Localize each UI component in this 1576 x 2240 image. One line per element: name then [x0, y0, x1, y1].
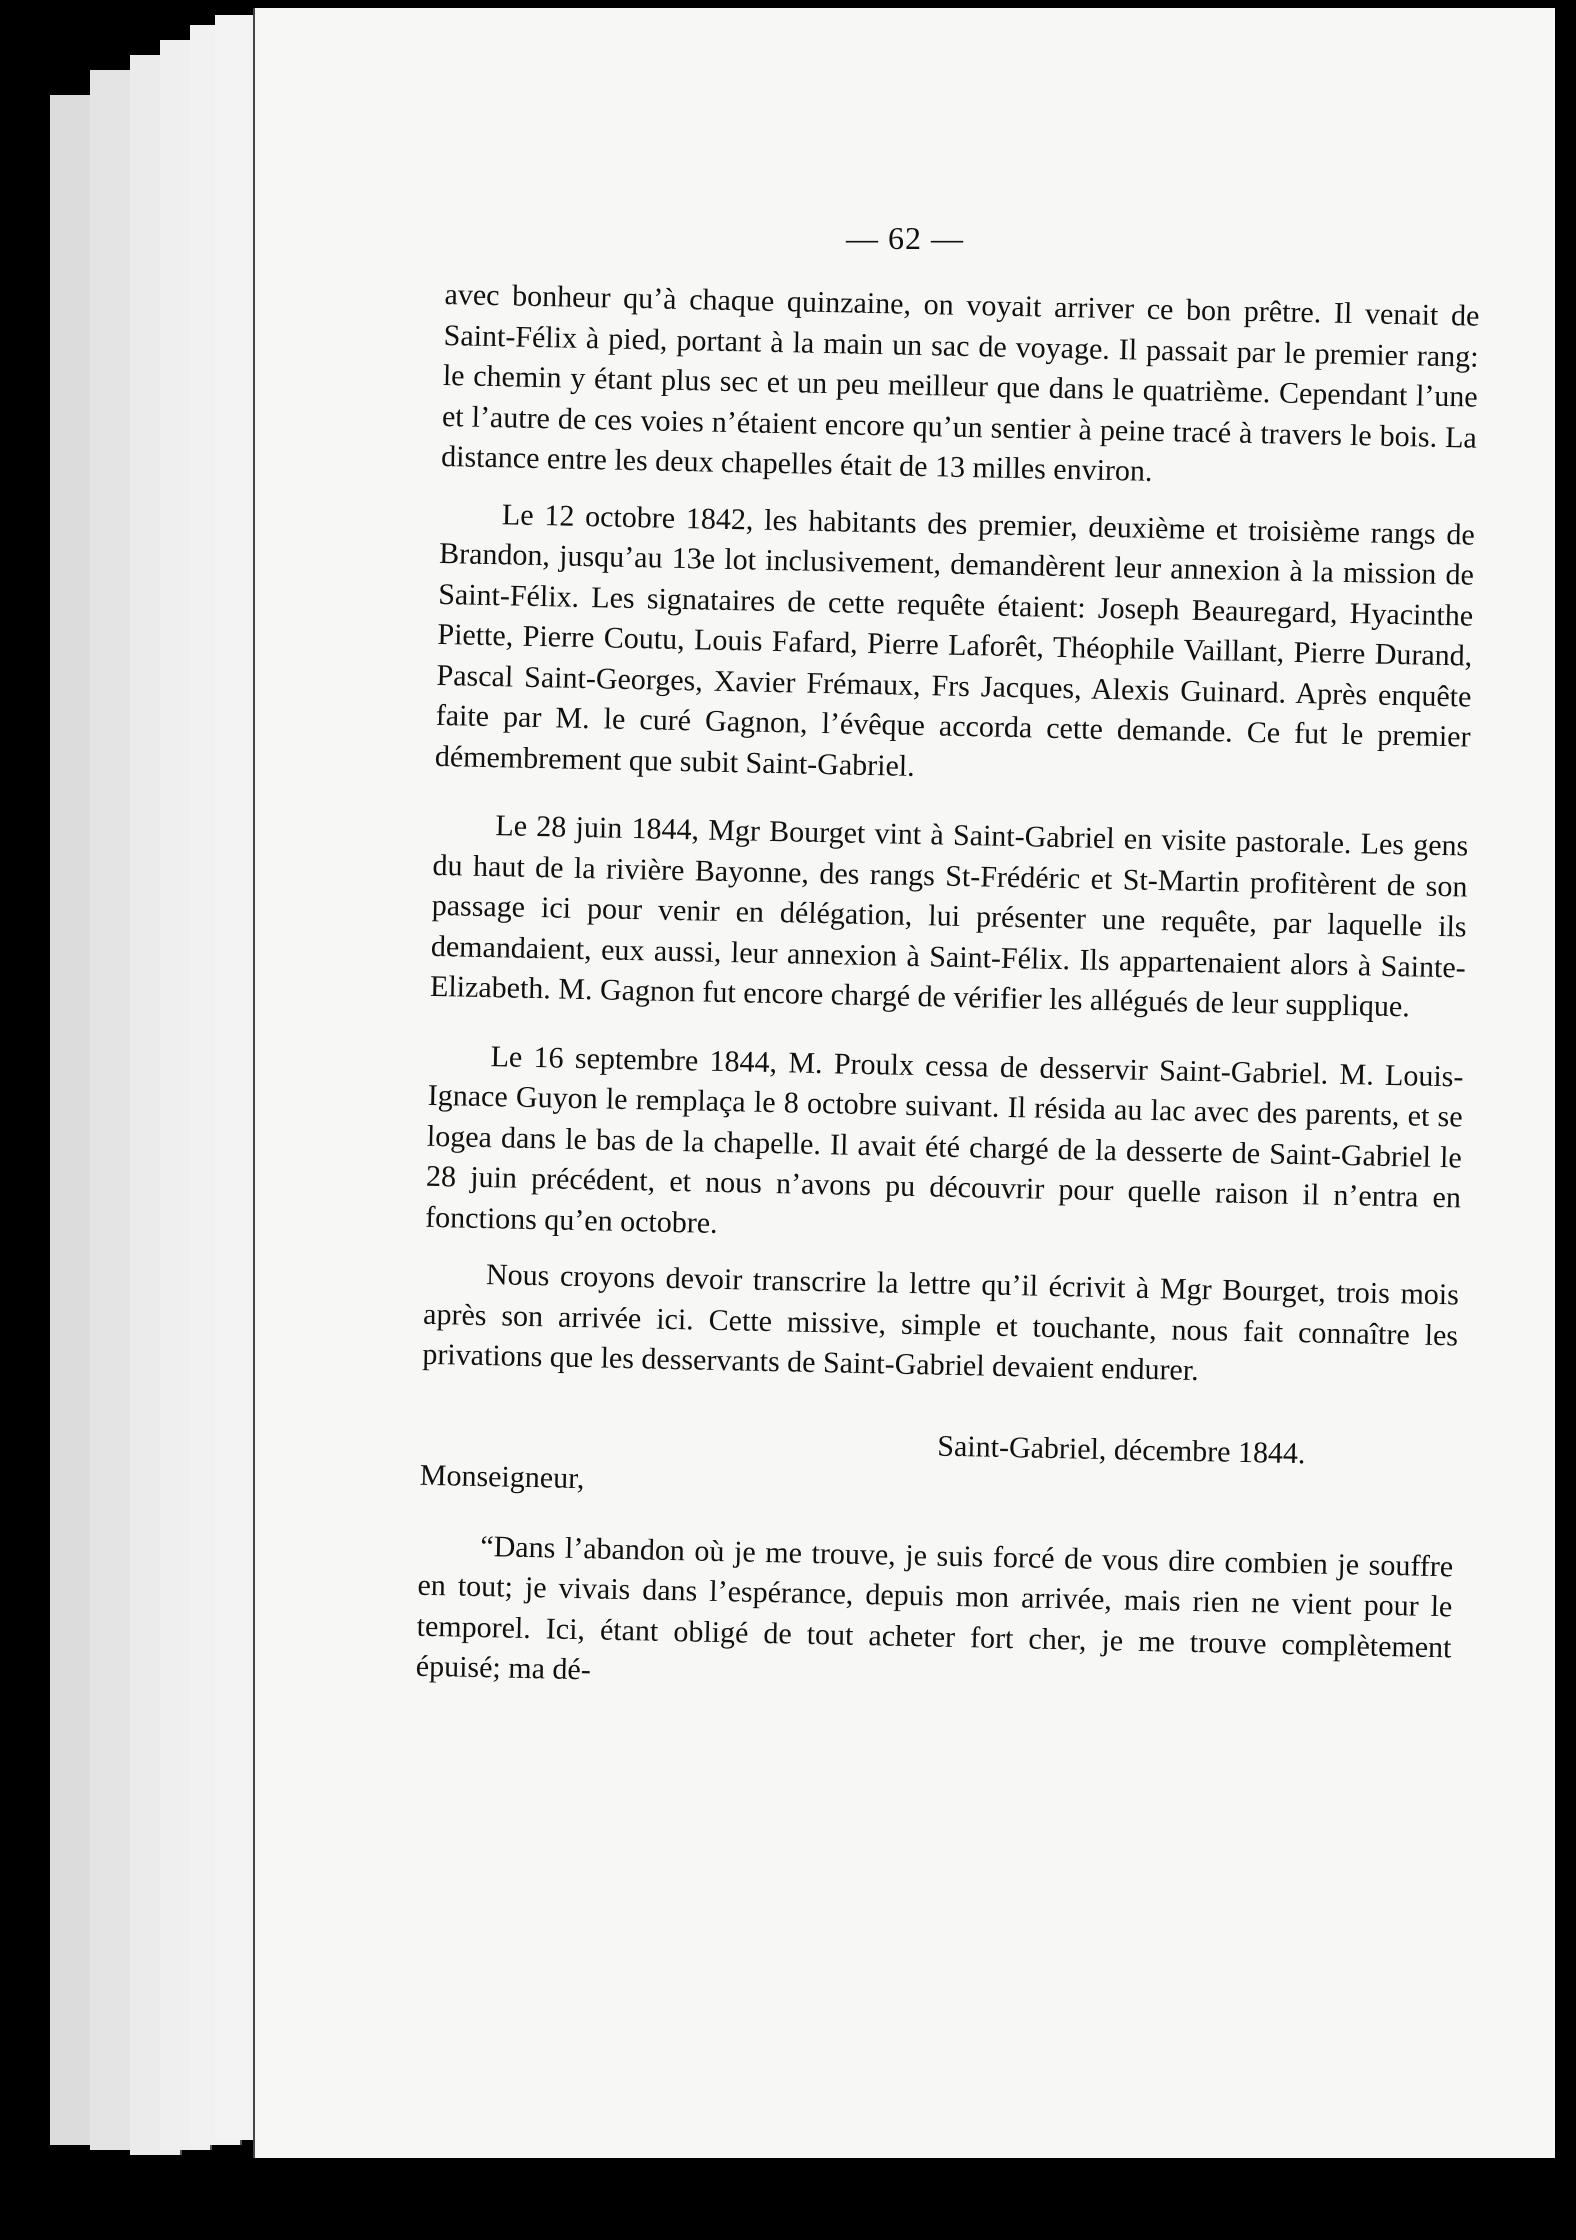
letter-heading — [419, 1415, 1456, 1547]
page-body — [415, 275, 1480, 1725]
page-number: — 62 — — [846, 220, 964, 256]
letter-body: “Dans l’abandon où je me trouve, je suis forcé de vous dire combien je souffre en tout; je vivais dans l’espérance, depuis mon arrivée, mais rien ne vient pour le temporel. Ici, étant obligé de tout acheter fort cher, je me trouve complètement épuisé; ma dé- — [415, 1529, 1454, 1687]
paragraph: Le 28 juin 1844, Mgr Bourget vint à Saint-Gabriel en visite pastorale. Les gens du haut de la rivière Bayonne, des rangs St-Frédéric et St-Martin profitèrent de son passage ici pour venir en délégation, lui présenter une requête, par laquelle ils demandaient, eux aussi, leur annexion à Saint-Félix. Ils appartenaient alors à Sainte-Elizabeth. M. Gagnon fut encore chargé de vérifier les allégués de leur supplique. — [429, 809, 1469, 1024]
paragraph: Le 12 octobre 1842, les habitants des premier, deuxième et troisième rangs de Brandon, jusqu’au 13e lot inclusivement, demandèrent leur annexion à la mission de Saint-Félix. Les signataires de cette requête étaient: Joseph Beauregard, Hyacinthe Piette, Pierre Coutu, Louis Fafard, Pierre Laforêt, Théophile Vaillant, Pierre Durand, Pascal Saint-Georges, Xavier Frémaux, Frs Jacques, Alexis Guinard. Après enquête faite par M. le curé Gagnon, l’évêque accorda cette demande. Ce fut le premier démembrement que subit Saint-Gabriel. — [434, 497, 1476, 783]
paragraph: Le 16 septembre 1844, M. Proulx cessa de desservir Saint-Gabriel. M. Louis-Ignace Guyon le remplaça le 8 octobre suivant. Il résida au lac avec des parents, et se logea dans le bas de la chapelle. Il avait été chargé de la desserte de Saint-Gabriel le 28 juin précédent, et nous n’avons pu découvrir pour quelle raison il n’entra en fonctions qu’en octobre. — [424, 1039, 1464, 1240]
paragraph: avec bonheur qu’à chaque quinzaine, on voyait arriver ce bon prêtre. Il venait de Saint-Félix à pied, portant à la main un sac de voyage. Il passait par le premier rang: le chemin y étant plus sec et un peu meilleur que dans le quatrième. Cependant l’une et l’autre de ces voies n’étaient encore qu’un sentier à peine tracé à travers le bois. La distance entre les deux chapelles était de 13 milles environ. — [440, 277, 1480, 488]
letter-salutation: Monseigneur, — [419, 1458, 585, 1495]
letter-dateline: Saint-Gabriel, décembre 1844. — [937, 1429, 1306, 1470]
paragraph: Nous croyons devoir transcrire la lettre qu’il écrivit à Mgr Bourget, trois mois après son arrivée ici. Cette missive, simple et touchante, nous fait connaître les privations que les desservants de Saint-Gabriel devaient endurer. — [422, 1258, 1460, 1388]
